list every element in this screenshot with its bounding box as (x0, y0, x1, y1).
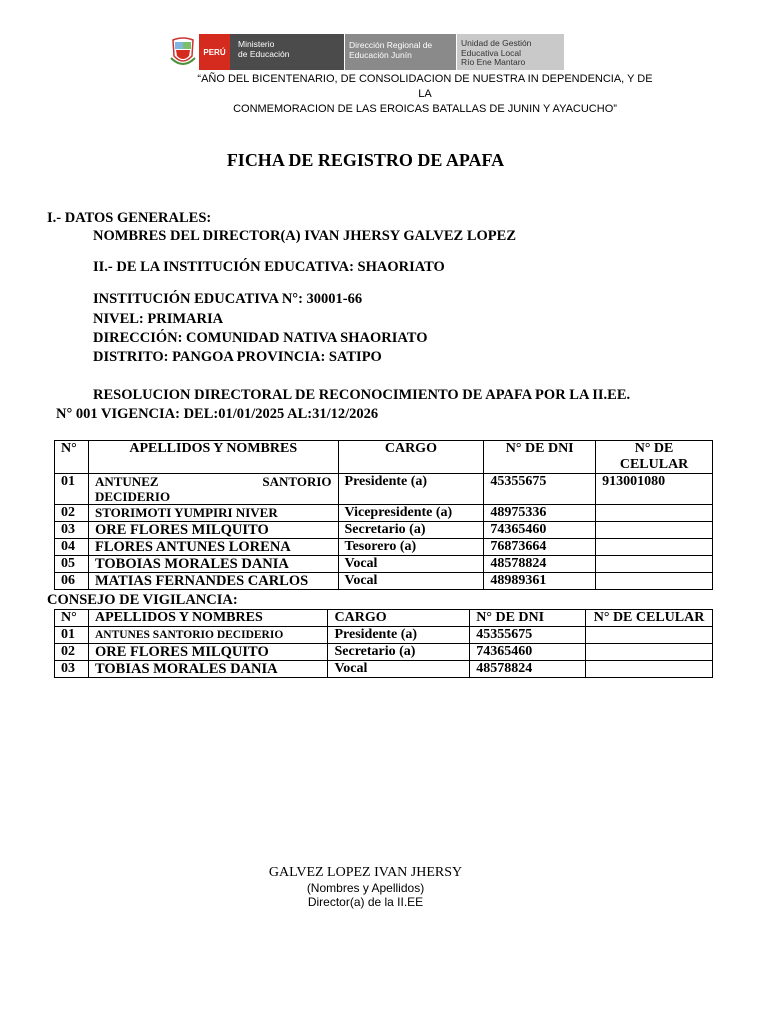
table-row: 03 ORE FLORES MILQUITO Secretario (a) 74365460 (55, 522, 713, 539)
header-number: N° (55, 610, 89, 627)
general-data-heading: I.- DATOS GENERALES: (47, 210, 212, 226)
header-position: CARGO (328, 610, 470, 627)
coat-of-arms-icon (167, 34, 199, 70)
table-header-row (55, 441, 713, 474)
header-name: APELLIDOS Y NOMBRES (88, 610, 328, 627)
peru-label: PERÚ (199, 34, 230, 70)
table-row: 01 ANTUNEZ SANTORIO DECIDERIO Presidente (a) 45355675 913001080 (55, 474, 713, 505)
header-banner (167, 34, 564, 70)
signature-caption-role: Director(a) de la II.EE (307, 895, 424, 909)
apafa-table (54, 440, 713, 590)
vigilance-heading: CONSEJO DE VIGILANCIA: (47, 592, 238, 608)
header-dni: N° DE DNI (484, 441, 596, 474)
table-row: 04 FLORES ANTUNES LORENA Tesorero (a) 76873664 (55, 539, 713, 556)
ministry-label: Ministerio de Educación (230, 34, 344, 70)
header-number: N° (55, 441, 89, 474)
table-row: 05 TOBOIAS MORALES DANIA Vocal 48578824 (55, 556, 713, 573)
name-cell: ANTUNEZ SANTORIO DECIDERIO (88, 474, 338, 505)
header-phone: N° DE CELULAR (596, 441, 713, 474)
page-title: FICHA DE REGISTRO DE APAFA (226, 150, 505, 170)
table-row: 03 TOBIAS MORALES DANIA Vocal 48578824 (55, 661, 713, 678)
table-row: 02 ORE FLORES MILQUITO Secretario (a) 74365460 (55, 644, 713, 661)
validity-line: N° 001 VIGENCIA: DEL:01/01/2025 AL:31/12/2026 (56, 406, 379, 422)
table-row: 01 ANTUNES SANTORIO DECIDERIO Presidente (a) 45355675 (55, 627, 713, 644)
header-phone: N° DE CELULAR (586, 610, 713, 627)
header-dni: N° DE DNI (470, 610, 586, 627)
signature-name: GALVEZ LOPEZ IVAN JHERSY (268, 865, 463, 880)
vigilance-table (54, 609, 713, 678)
regional-directorate-label: Dirección Regional de Educación Junín (344, 34, 456, 70)
signature-caption-names: (Nombres y Apellidos) (306, 881, 425, 895)
ugel-label: Unidad de Gestión Educativa Local Río Ene Mantaro (456, 34, 564, 70)
header-position: CARGO (338, 441, 484, 474)
table-header-row (55, 610, 713, 627)
table-row: 02 STORIMOTI YUMPIRI NIVER Vicepresidente (a) 48975336 (55, 505, 713, 522)
header-name: APELLIDOS Y NOMBRES (88, 441, 338, 474)
table-row: 06 MATIAS FERNANDES CARLOS Vocal 48989361 (55, 573, 713, 590)
year-motto: “AÑO DEL BICENTENARIO, DE CONSOLIDACION DE NUESTRA IN DEPENDENCIA, Y DE LA CONMEMORACION DE LAS EROICAS BATALLAS DE JUNIN Y AYACUCHO” (197, 73, 653, 115)
